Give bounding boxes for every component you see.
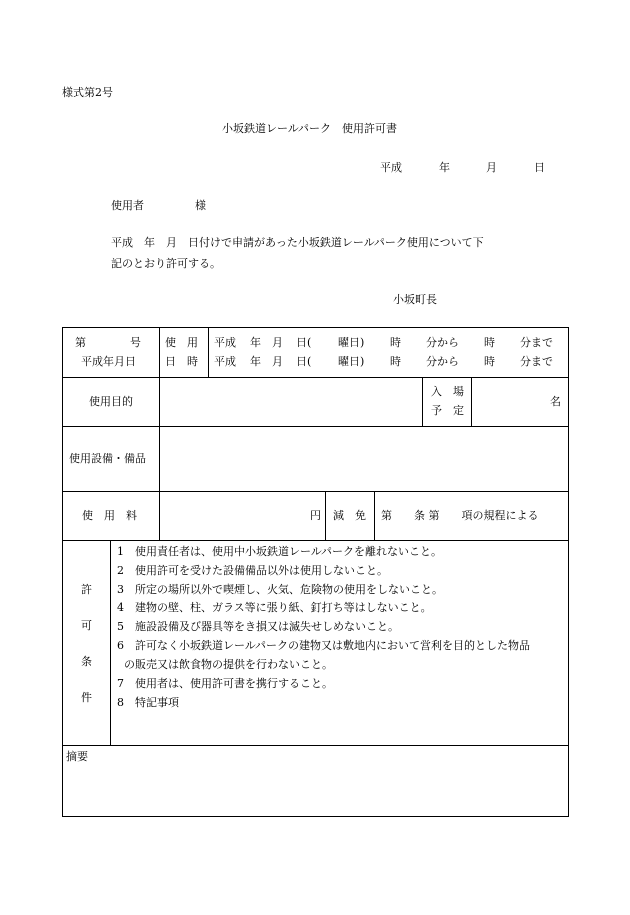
hour: 時 [390,336,401,349]
era: 平成 [214,355,236,368]
hour: 時 [390,355,401,368]
weekday: 曜日) [338,336,365,349]
minute-to: 分まで [520,355,553,368]
equipment-label: 使用設備・備品 [69,452,146,465]
condition-item: 8 特記事項 [117,696,179,709]
entry-label-2: 予 定 [431,404,464,417]
rule [208,327,209,377]
minute-from: 分から [426,355,459,368]
rule [62,491,569,492]
condition-item-continued: の販売又は飲食物の提供を行わないこと。 [124,658,333,671]
year: 年 [250,336,261,349]
rule [325,491,326,540]
permit-date-label: 平成年月日 [81,355,136,368]
purpose-label: 使用目的 [89,395,133,408]
rule [62,745,569,746]
rule [62,426,569,427]
condition-item: 6 許可なく小坂鉄道レールパークの建物又は敷地内において営利を目的とした物品 [117,639,531,652]
user-honorific: 様 [195,199,206,212]
condition-item: 7 使用者は、使用許可書を携行すること。 [117,677,333,690]
day: 日( [296,355,312,368]
rule [159,377,160,540]
usage-time-label-1: 使 用 [165,336,198,349]
rule [62,377,569,378]
date-era: 平成 [380,161,402,174]
minute-to: 分まで [520,336,553,349]
date-month: 月 [486,161,497,174]
usage-time-label-2: 日 時 [165,355,198,368]
permit-number-label: 第 号 [75,336,141,349]
rule [110,540,111,745]
date-year: 年 [439,161,450,174]
entry-label-1: 入 場 [431,385,464,398]
date-day: 日 [534,161,545,174]
document-title: 小坂鉄道レールパーク 使用許可書 [222,122,398,135]
fee-unit: 円 [310,509,321,522]
month: 月 [272,355,283,368]
issuer: 小坂町長 [393,293,437,306]
year: 年 [250,355,261,368]
rule [159,327,160,377]
rule [374,491,375,540]
conditions-label-char: 件 [81,691,92,704]
hour-end: 時 [484,336,495,349]
condition-item: 3 所定の場所以外で喫煙し、火気、危険物の使用をしないこと。 [117,583,443,596]
era: 平成 [214,336,236,349]
day: 日( [296,336,312,349]
remarks-label: 摘要 [66,750,88,763]
condition-item: 2 使用許可を受けた設備備品以外は使用しないこと。 [117,564,388,577]
form-number: 様式第2号 [62,86,113,99]
hour-end: 時 [484,355,495,368]
month: 月 [272,336,283,349]
entry-unit: 名 [550,395,561,408]
rule [422,377,423,426]
exemption-label: 減 免 [333,509,366,522]
condition-item: 5 施設設備及び器具等をき損又は滅失せしめないこと。 [117,620,399,633]
conditions-label-char: 許 [81,583,92,596]
body-text-line2: 記のとおり許可する。 [111,257,221,270]
conditions-label-char: 条 [81,655,92,668]
rule [471,377,472,426]
exemption-text: 第 条 第 項の規程による [381,509,539,522]
user-label: 使用者 [111,199,144,212]
condition-item: 4 建物の壁、柱、ガラス等に張り紙、釘打ち等はしないこと。 [117,601,432,614]
minute-from: 分から [426,336,459,349]
condition-item: 1 使用責任者は、使用中小坂鉄道レールパークを離れないこと。 [117,545,443,558]
body-text-line1: 平成 年 月 日付けで申請があった小坂鉄道レールパーク使用について下 [111,236,484,249]
fee-label: 使 用 料 [82,509,137,522]
weekday: 曜日) [338,355,365,368]
conditions-label-char: 可 [81,619,92,632]
rule [62,540,569,541]
